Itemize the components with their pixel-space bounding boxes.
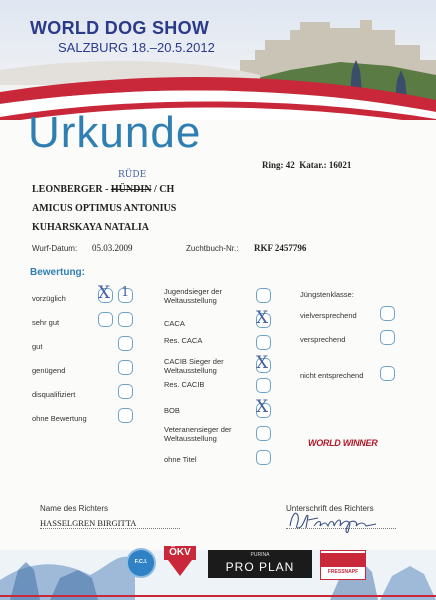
document-title: Urkunde [28,108,202,157]
title-label: Veteranensieger der Weltausstellung [164,425,232,443]
check-mark: X [256,353,269,373]
title-checkbox[interactable] [256,335,271,350]
judge-label: Name des Richters [40,504,109,513]
grade-label: gut [32,342,43,351]
proplan-logo [208,550,312,578]
fci-logo-text: F.C.I. [134,559,148,565]
title-label: CACIB Sieger der Weltausstellung [164,357,224,375]
breed: LEONBERGER - [32,184,109,195]
grade-label: sehr gut [32,318,60,327]
grade-checkbox[interactable] [118,336,133,351]
youngest-option-label: vielversprechend [300,311,357,320]
grade-checkbox[interactable] [118,408,133,423]
okv-logo [164,546,196,578]
grade-label: genügend [32,366,66,375]
show-subtitle: SALZBURG 18.–20.5.2012 [58,40,215,55]
youngest-checkbox[interactable] [380,366,395,381]
grade-checkbox[interactable] [118,360,133,375]
breed-suffix: / CH [153,184,175,195]
breed-line [32,184,174,195]
title-label: Res. CACIB [164,380,205,389]
youngest-class-heading: Jüngstenklasse: [300,290,354,299]
grade-label: ohne Bewertung [32,414,87,423]
sponsor-logo [320,550,366,580]
check-mark: X [256,308,269,328]
ring-number: Ring: 42 [262,160,295,170]
youngest-option-label: nicht entsprechend [300,371,364,380]
title-label: BOB [164,406,180,415]
fci-logo [126,548,156,578]
title-label: Jugendsieger der Weltausstellung [164,287,222,305]
show-title: WORLD DOG SHOW [30,18,210,38]
zucht-label: Zuchtbuch-Nr.: [186,244,239,253]
wurf-label: Wurf-Datum: [32,244,78,253]
proplan-logo-text: PRO PLAN [225,560,295,574]
judge-name: HASSELGREN BIRGITTA [40,518,137,528]
title-label: CACA [164,319,185,328]
grade-checkbox[interactable] [118,384,133,399]
title-checkbox[interactable] [256,426,271,441]
grade-checkbox[interactable] [98,312,113,327]
placement-number: 1 [121,285,130,300]
grade-checkbox[interactable] [118,312,133,327]
grade-label: vorzüglich [32,294,66,303]
title-checkbox[interactable] [256,378,271,393]
youngest-option-label: versprechend [300,335,346,344]
youngest-checkbox[interactable] [380,330,395,345]
zucht-value: RKF 2457796 [254,243,307,253]
wurf-value: 05.03.2009 [92,243,133,253]
katalog-number: Katar.: 16021 [299,160,352,170]
bewertung-heading: Bewertung: [30,267,85,278]
title-label: ohne Titel [164,455,197,464]
world-winner-stamp: WORLD WINNER [308,438,378,448]
struck-gender: HÜNDIN [110,184,152,195]
sponsor-logo-text: FRESSNAPF [327,569,359,575]
grade-label: disqualifiziert [32,390,76,399]
title-label: Res. CACA [164,336,203,345]
check-mark: X [98,283,111,303]
title-checkbox[interactable] [256,288,271,303]
owner-name: KUHARSKAYA NATALIA [32,222,149,233]
purina-logo-text: PURINA [250,552,270,558]
dog-name: AMICUS OPTIMUS ANTONIUS [32,203,177,214]
title-checkbox[interactable] [256,450,271,465]
ring-katalog [262,160,351,170]
handwritten-correction: RÜDE [118,170,147,180]
signature-label: Unterschrift des Richters [286,504,374,513]
okv-logo-text: ÖKV [169,547,191,558]
check-mark: X [256,397,269,417]
youngest-checkbox[interactable] [380,306,395,321]
